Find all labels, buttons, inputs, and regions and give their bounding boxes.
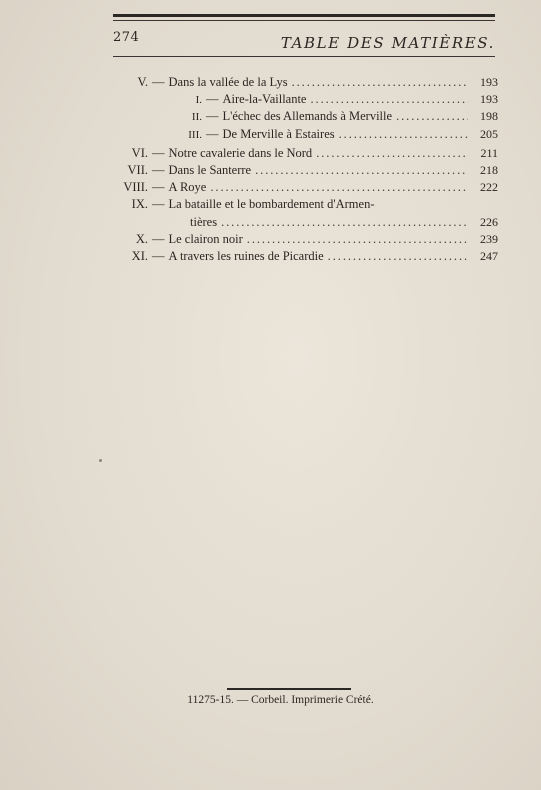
section-title: L'échec des Allemands à Merville [222, 109, 393, 124]
chapter-title-continued: tières [190, 214, 218, 229]
toc-entry-continuation [118, 214, 498, 231]
dash: — [206, 109, 219, 124]
dash: — [152, 197, 165, 212]
toc-entry [118, 126, 498, 143]
toc-entry [118, 162, 498, 179]
dash: — [152, 248, 165, 263]
chapter-number: V. [137, 75, 148, 89]
section-number: I. [195, 94, 202, 107]
chapter-page: 247 [480, 248, 498, 263]
dash: — [152, 162, 165, 177]
chapter-number: VI. [131, 145, 148, 160]
dot-leader [247, 231, 468, 248]
chapter-title: Dans la vallée de la Lys [168, 75, 288, 89]
section-title: De Merville à Estaires [222, 126, 335, 141]
dash: — [152, 75, 165, 89]
dot-leader [339, 126, 468, 143]
chapter-title: A travers les ruines de Picardie [168, 248, 324, 263]
dash: — [152, 145, 165, 160]
section-page: 205 [480, 126, 498, 141]
chapter-title: Notre cavalerie dans le Nord [168, 145, 313, 160]
dot-leader [255, 162, 468, 179]
chapter-title: Le clairon noir [168, 231, 243, 246]
chapter-page: 239 [480, 231, 498, 246]
toc-entry [118, 248, 498, 265]
chapter-page: 218 [480, 162, 498, 177]
running-title: TABLE DES MATIÈRES. [280, 34, 495, 52]
section-page: 198 [480, 109, 498, 124]
header-rule-thin [113, 20, 495, 21]
section-number: II. [191, 111, 202, 124]
section-page: 193 [480, 92, 498, 107]
dot-leader [396, 108, 468, 125]
chapter-number: VIII. [123, 180, 148, 195]
dot-leader [292, 74, 468, 91]
chapter-number: XI. [131, 248, 148, 263]
chapter-page: 226 [480, 214, 498, 229]
dot-leader [221, 214, 468, 231]
chapter-page: 193 [480, 75, 498, 89]
chapter-number: VII. [127, 162, 148, 177]
page-number: 274 [113, 30, 140, 45]
section-title: Aire-la-Vaillante [222, 92, 307, 107]
toc-entry [118, 179, 498, 196]
dash: — [152, 231, 165, 246]
dot-leader [328, 248, 468, 265]
chapter-title: La bataille et le bombardement d'Armen- [168, 197, 375, 212]
table-of-contents [118, 74, 498, 265]
dot-leader [316, 145, 468, 162]
printer-imprint: 11275-15. — Corbeil. Imprimerie Crété. [187, 694, 374, 706]
toc-entry [118, 91, 498, 108]
dash: — [152, 180, 165, 195]
toc-entry [118, 196, 498, 213]
dash: — [206, 92, 219, 107]
paper-speck [99, 459, 102, 462]
dash: — [206, 126, 219, 141]
section-number: III. [188, 128, 202, 141]
chapter-page: 222 [480, 180, 498, 195]
toc-entry [118, 74, 498, 91]
toc-entry [118, 231, 498, 248]
footer-rule [227, 688, 351, 690]
toc-entry [118, 108, 498, 125]
header-underline [113, 56, 495, 57]
toc-entry [118, 145, 498, 162]
chapter-page: 211 [480, 145, 498, 160]
dot-leader [210, 179, 468, 196]
chapter-number: X. [135, 231, 148, 246]
header-rule-thick [113, 14, 495, 17]
chapter-title: A Roye [168, 180, 207, 195]
chapter-title: Dans le Santerre [168, 162, 252, 177]
chapter-number: IX. [131, 197, 148, 212]
dot-leader [310, 91, 468, 108]
